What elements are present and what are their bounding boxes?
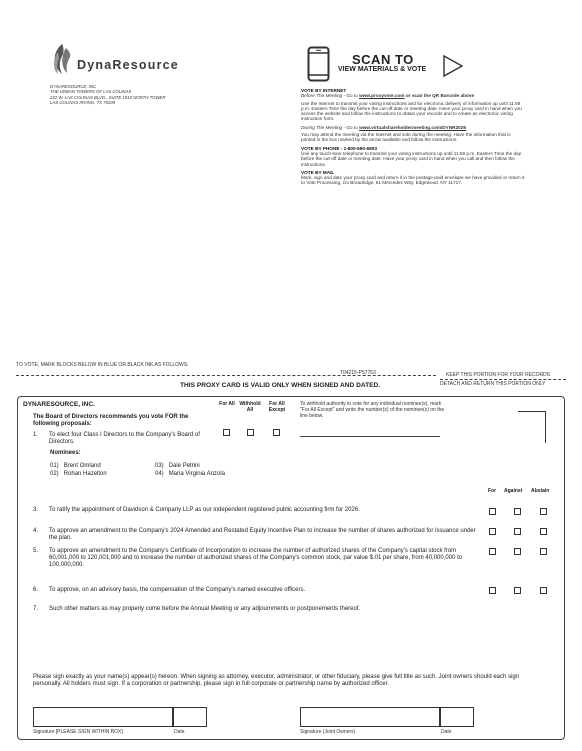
vote-internet-heading: VOTE BY INTERNET bbox=[301, 88, 347, 93]
address-window-corner bbox=[518, 411, 546, 443]
date-label: Date bbox=[174, 729, 185, 735]
abstain-header: Abstain bbox=[531, 488, 550, 494]
joint-date-box[interactable] bbox=[440, 707, 474, 727]
nominee-num: 01) bbox=[50, 463, 59, 469]
logo-text: DynaResource bbox=[77, 58, 179, 72]
arrow-right-icon bbox=[441, 54, 465, 78]
vote-mail-heading: VOTE BY MAIL bbox=[301, 169, 335, 175]
nominee-2 bbox=[50, 471, 107, 477]
vote-internet-section bbox=[301, 88, 526, 143]
nominee-3 bbox=[155, 463, 200, 469]
address-line: 222 W. LAS COLINAS BLVD., SUITE 1910 NORTH TOWER bbox=[50, 94, 166, 100]
nominee-name: Rohan Hazelton bbox=[63, 471, 107, 477]
proposal-number: 5. bbox=[33, 548, 39, 554]
proposal-4-against-checkbox[interactable] bbox=[514, 528, 521, 535]
nominee-number-input[interactable] bbox=[300, 429, 440, 437]
withhold-all-checkbox[interactable] bbox=[247, 429, 254, 436]
proposal-3-for-checkbox[interactable] bbox=[489, 508, 496, 515]
address-line: LAS COLINAS IRVING, TX 75039 bbox=[50, 100, 116, 106]
proposal-text: To approve an amendment to the Company's Certificate of Incorporation to increase the number of authorized shares of the Company's capital stock from 60,001,000 to 120,001,000 and to increase the number of authorized shares of the Company's common stock, par value $.01 per share, from 40,000,000 to 100,000,000. bbox=[49, 548, 463, 568]
proposal-5-against-checkbox[interactable] bbox=[514, 548, 521, 555]
proposal-7 bbox=[33, 606, 481, 614]
nominee-num: 03) bbox=[155, 463, 164, 469]
date-box[interactable] bbox=[173, 707, 207, 727]
during-meeting-body: You may attend the meeting via the Internet and vote during the meeting. Have the information that is printed in the box marked by the arrow available and follow the instructions. bbox=[301, 132, 511, 143]
before-meeting-label: Before The Meeting bbox=[301, 93, 343, 99]
proposal-1 bbox=[33, 432, 213, 448]
withhold-instructions: To withhold authority to vote for any individual nominee(s), mark "For All Except" and write the number(s) of the nominee(s) on the line below. bbox=[300, 401, 445, 419]
joint-date-label: Date bbox=[441, 729, 452, 735]
during-meeting-prefix: - Go to bbox=[342, 124, 360, 130]
detach-line bbox=[16, 375, 436, 376]
detach-line-right bbox=[440, 379, 566, 380]
proposal-5 bbox=[33, 548, 481, 572]
proxyvote-link[interactable]: www.proxyvote.com bbox=[359, 93, 405, 99]
proposal-3-abstain-checkbox[interactable] bbox=[540, 508, 547, 515]
detach-portion-label: DETACH AND RETURN THIS PORTION ONLY bbox=[440, 381, 546, 387]
proposal-number: 4. bbox=[33, 528, 39, 534]
company-logo bbox=[50, 42, 200, 80]
board-recommendation: The Board of Directors recommends you vote FOR the following proposals: bbox=[33, 414, 189, 427]
withhold-all-header: Withhold All bbox=[239, 401, 261, 413]
proposal-6-abstain-checkbox[interactable] bbox=[540, 587, 547, 594]
vote-phone-heading: VOTE BY PHONE - 1-800-690-6903 bbox=[301, 145, 377, 151]
proposal-6-against-checkbox[interactable] bbox=[514, 587, 521, 594]
valid-notice: THIS PROXY CARD IS VALID ONLY WHEN SIGNED AND DATED. bbox=[180, 382, 381, 389]
smartphone-icon bbox=[307, 46, 330, 82]
nominee-name: Maria Virginia Anzola bbox=[168, 471, 225, 477]
mark-instructions: TO VOTE, MARK BLOCKS BELOW IN BLUE OR BLACK INK AS FOLLOWS: bbox=[16, 362, 189, 368]
nominee-name: Dale Petrini bbox=[168, 463, 200, 469]
signing-instructions: Please sign exactly as your name(s) appear(s) hereon. When signing as attorney, executor, administrator, or other fiduciary, please give full title as such. Joint owners should each sign personally. All holders must sign. If a corporation or partnership, please sign in full corporate or partnership name by authorized officer. bbox=[33, 674, 520, 687]
signature-box[interactable] bbox=[33, 707, 173, 727]
proposal-number: 6. bbox=[33, 587, 39, 593]
proposal-4 bbox=[33, 528, 481, 544]
proposal-text: Such other matters as may properly come before the Annual Meeting or any adjournments or postponements thereof. bbox=[49, 606, 361, 612]
proposal-number: 1. bbox=[33, 432, 39, 438]
proposal-text: To ratify the appointment of Davidson & Company LLP as our independent registered public accounting firm for 2026. bbox=[49, 507, 360, 513]
signature-label: Signature [PLEASE SIGN WITHIN BOX] bbox=[33, 729, 123, 735]
vote-phone-body: Use any touch-tone telephone to transmit your voting instructions up until 11:59 p.m. Eastern Time the day before the cut-off date or meeting date. Have your proxy card in hand when you call and then follow the instructions. bbox=[301, 150, 522, 167]
vote-mail-body: Mark, sign and date your proxy card and return it in the postage-paid envelope we have provided or return it to Vote Processing, c/o Broadridge, 51 Mercedes Way, Edgewood, NY 11717. bbox=[301, 175, 525, 186]
for-all-checkbox[interactable] bbox=[223, 429, 230, 436]
flame-logo-icon bbox=[50, 42, 74, 76]
against-header: Against bbox=[504, 488, 523, 494]
company-address bbox=[50, 84, 166, 106]
control-number: T04215-P57763 bbox=[340, 370, 376, 376]
proposal-5-for-checkbox[interactable] bbox=[489, 548, 496, 555]
proposal-6-for-checkbox[interactable] bbox=[489, 587, 496, 594]
proposal-text: To approve an amendment to the Company's 2024 Amended and Restated Equity Incentive Plan to increase the number of shares authorized for issuance under the plan. bbox=[49, 528, 476, 541]
voting-instructions bbox=[301, 88, 526, 189]
proposal-number: 7. bbox=[33, 606, 39, 612]
vote-phone-section bbox=[301, 146, 526, 167]
nominee-num: 02) bbox=[50, 471, 59, 477]
vote-mail-section bbox=[301, 170, 526, 186]
address-line: DYNARESOURCE, INC bbox=[50, 84, 97, 89]
nominees-label: Nominees: bbox=[50, 450, 81, 456]
proposal-number: 3. bbox=[33, 507, 39, 513]
proposal-3-against-checkbox[interactable] bbox=[514, 508, 521, 515]
card-company-name: DYNARESOURCE, INC. bbox=[23, 401, 95, 408]
proposal-5-abstain-checkbox[interactable] bbox=[540, 548, 547, 555]
scan-title: SCAN TO bbox=[352, 52, 414, 67]
proposal-text: To approve, on an advisory basis, the compensation of the Company's named executive officers. bbox=[49, 587, 306, 593]
before-meeting-line bbox=[301, 93, 526, 98]
joint-signature-box[interactable] bbox=[300, 707, 440, 727]
during-meeting-label: During The Meeting bbox=[301, 124, 343, 130]
proposal-3 bbox=[33, 507, 481, 515]
for-all-except-header: For All Except bbox=[268, 401, 286, 413]
nominee-num: 04) bbox=[155, 471, 164, 477]
proposal-text: To elect four Class I Directors to the Company's Board of Directors. bbox=[49, 432, 200, 445]
keep-portion-label: KEEP THIS PORTION FOR YOUR RECORDS bbox=[446, 372, 551, 378]
nominee-1 bbox=[50, 463, 101, 469]
vote-internet-body: Use the Internet to transmit your voting instructions and for electronic delivery of information up until 11:59 p.m. Eastern Time the day before the cut-off date or meeting date. Have your proxy card in hand when you access the website and follow the instructions to obtain your records and to create an electronic voting instruction form. bbox=[301, 100, 522, 122]
proposal-4-for-checkbox[interactable] bbox=[489, 528, 496, 535]
proposal-6 bbox=[33, 587, 481, 595]
before-meeting-prefix: - Go to bbox=[342, 93, 360, 99]
for-all-except-checkbox[interactable] bbox=[273, 429, 280, 436]
nominee-name: Brent Omland bbox=[63, 463, 101, 469]
address-line: THE URBAN TOWERS OF LAS COLINAS bbox=[50, 89, 132, 95]
virtual-meeting-link[interactable]: www.virtualshareholdermeeting.com/DYNR2026 bbox=[359, 124, 466, 130]
for-header: For bbox=[488, 488, 497, 494]
during-meeting-line bbox=[301, 125, 526, 130]
for-all-header: For All bbox=[219, 401, 235, 407]
before-meeting-suffix: or scan the QR Barcode above bbox=[404, 93, 475, 99]
nominee-4 bbox=[155, 471, 225, 477]
proposal-4-abstain-checkbox[interactable] bbox=[540, 528, 547, 535]
scan-subtitle: VIEW MATERIALS & VOTE bbox=[338, 66, 427, 73]
joint-signature-label: Signature (Joint Owners) bbox=[300, 729, 356, 735]
